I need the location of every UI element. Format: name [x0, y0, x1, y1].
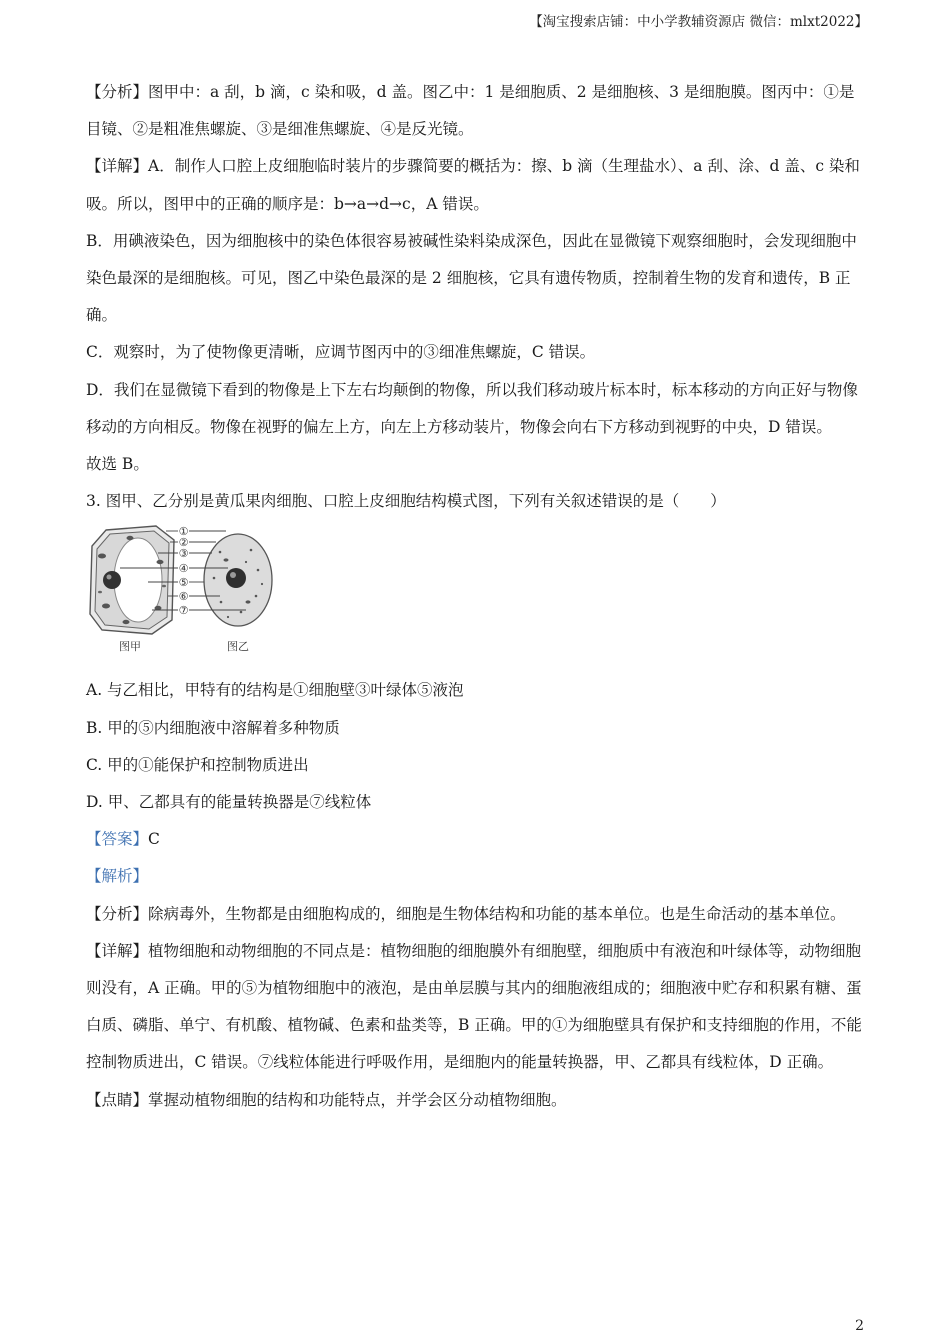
label-2: ② — [178, 536, 189, 550]
option-d: D. 甲、乙都具有的能量转换器是⑦线粒体 — [86, 793, 372, 812]
page-number: 2 — [855, 1318, 864, 1334]
prev-detail-b: B．用碘液染色，因为细胞核中的染色体很容易被碱性染料染成深色，因此在显微镜下观察细胞时，会发现细胞中染色最深的是细胞核。可见，图乙中染色最深的是 2 细胞核，它具有遗传物质，控制着生物的发育和遗传，B 正确。 — [86, 231, 857, 325]
label-4: ④ — [178, 562, 189, 576]
question-3-stem: 3. 图甲、乙分别是黄瓜果肉细胞、口腔上皮细胞结构模式图，下列有关叙述错误的是（ ） — [86, 492, 726, 511]
prev-analysis — [86, 74, 866, 148]
analysis-text: 图甲中：a 刮，b 滴，c 染和吸，d 盖。图乙中：1 是细胞质、2 是细胞核、3 是细胞膜。图丙中：①是目镜、②是粗准焦螺旋、③是细准焦螺旋、④是反光镜。 — [86, 83, 855, 139]
label-7: ⑦ — [178, 604, 189, 618]
option-c: C. 甲的①能保护和控制物质进出 — [86, 755, 309, 774]
q3-tip — [86, 1082, 866, 1119]
animal-cell — [204, 534, 272, 626]
explain-tag: 【解析】 — [86, 867, 149, 886]
page-header: 【淘宝搜索店铺：中小学教辅资源店 微信：mlxt2022】 — [529, 14, 868, 30]
label-1: ① — [178, 525, 189, 539]
cell-diagram — [86, 522, 866, 672]
label-6: ⑥ — [178, 590, 189, 604]
nucleus-icon — [226, 568, 246, 588]
label-3: ③ — [178, 547, 189, 561]
answer-tag: 【答案】 — [86, 830, 149, 849]
detail-tag: 【详解】 — [86, 157, 149, 176]
q3-detail — [86, 933, 866, 1082]
document-body — [86, 74, 866, 1119]
prev-detail-d: D．我们在显微镜下看到的物像是上下左右均颠倒的物像，所以我们移动玻片标本时，标本移动的方向正好与物像移动的方向相反。物像在视野的偏左上方，向左上方移动装片，物像会向右下方移动到视野的中央，D 错误。 — [86, 380, 858, 436]
analysis-tag: 【分析】 — [86, 83, 149, 101]
label-5: ⑤ — [178, 576, 189, 590]
prev-detail-a — [86, 148, 866, 222]
option-a: A. 与乙相比，甲特有的结构是①细胞壁③叶绿体⑤液泡 — [86, 681, 464, 700]
prev-choice: 故选 B。 — [86, 455, 149, 474]
detail-tag: 【详解】 — [86, 941, 149, 960]
prev-detail-c: C．观察时，为了使物像更清晰，应调节图丙中的③细准焦螺旋，C 错误。 — [86, 343, 596, 362]
label-numbers — [179, 525, 189, 617]
plant-cell — [90, 526, 174, 634]
caption-left: 图甲 — [119, 640, 141, 654]
answer-value: C — [148, 830, 160, 849]
q3-analysis — [86, 896, 866, 933]
caption-right: 图乙 — [227, 640, 249, 654]
analysis-text: 除病毒外，生物都是由细胞构成的，细胞是生物体结构和功能的基本单位。也是生命活动的基本单位。 — [148, 904, 846, 923]
analysis-tag: 【分析】 — [86, 904, 149, 923]
tip-tag: 【点睛】 — [86, 1090, 149, 1109]
detail-text: 植物细胞和动物细胞的不同点是：植物细胞的细胞膜外有细胞壁，细胞质中有液泡和叶绿体等，动物细胞则没有，A 正确。甲的⑤为植物细胞中的液泡，是由单层膜与其内的细胞液组成的；细胞液中贮存和积累有糖、蛋白质、磷脂、单宁、有机酸、植物碱、色素和盐类等，B 正确。甲的①为细胞壁具有保护和支持细胞的作用，不能控制物质进出，C 错误。⑦线粒体能进行呼吸作用，是细胞内的能量转换器，甲、乙都具有线粒体，D 正确。 — [86, 941, 862, 1072]
answer-line — [86, 821, 866, 858]
detail-a-text: A．制作人口腔上皮细胞临时装片的步骤简要的概括为：擦、b 滴（生理盐水）、a 刮、涂、d 盖、c 染和吸。所以，图甲中的正确的顺序是：b→a→d→c，A 错误。 — [86, 157, 860, 213]
tip-text: 掌握动植物细胞的结构和功能特点，并学会区分动植物细胞。 — [148, 1090, 567, 1109]
cell-diagram-svg — [86, 522, 286, 657]
option-b: B. 甲的⑤内细胞液中溶解着多种物质 — [86, 718, 340, 737]
nucleus-icon — [103, 571, 121, 589]
